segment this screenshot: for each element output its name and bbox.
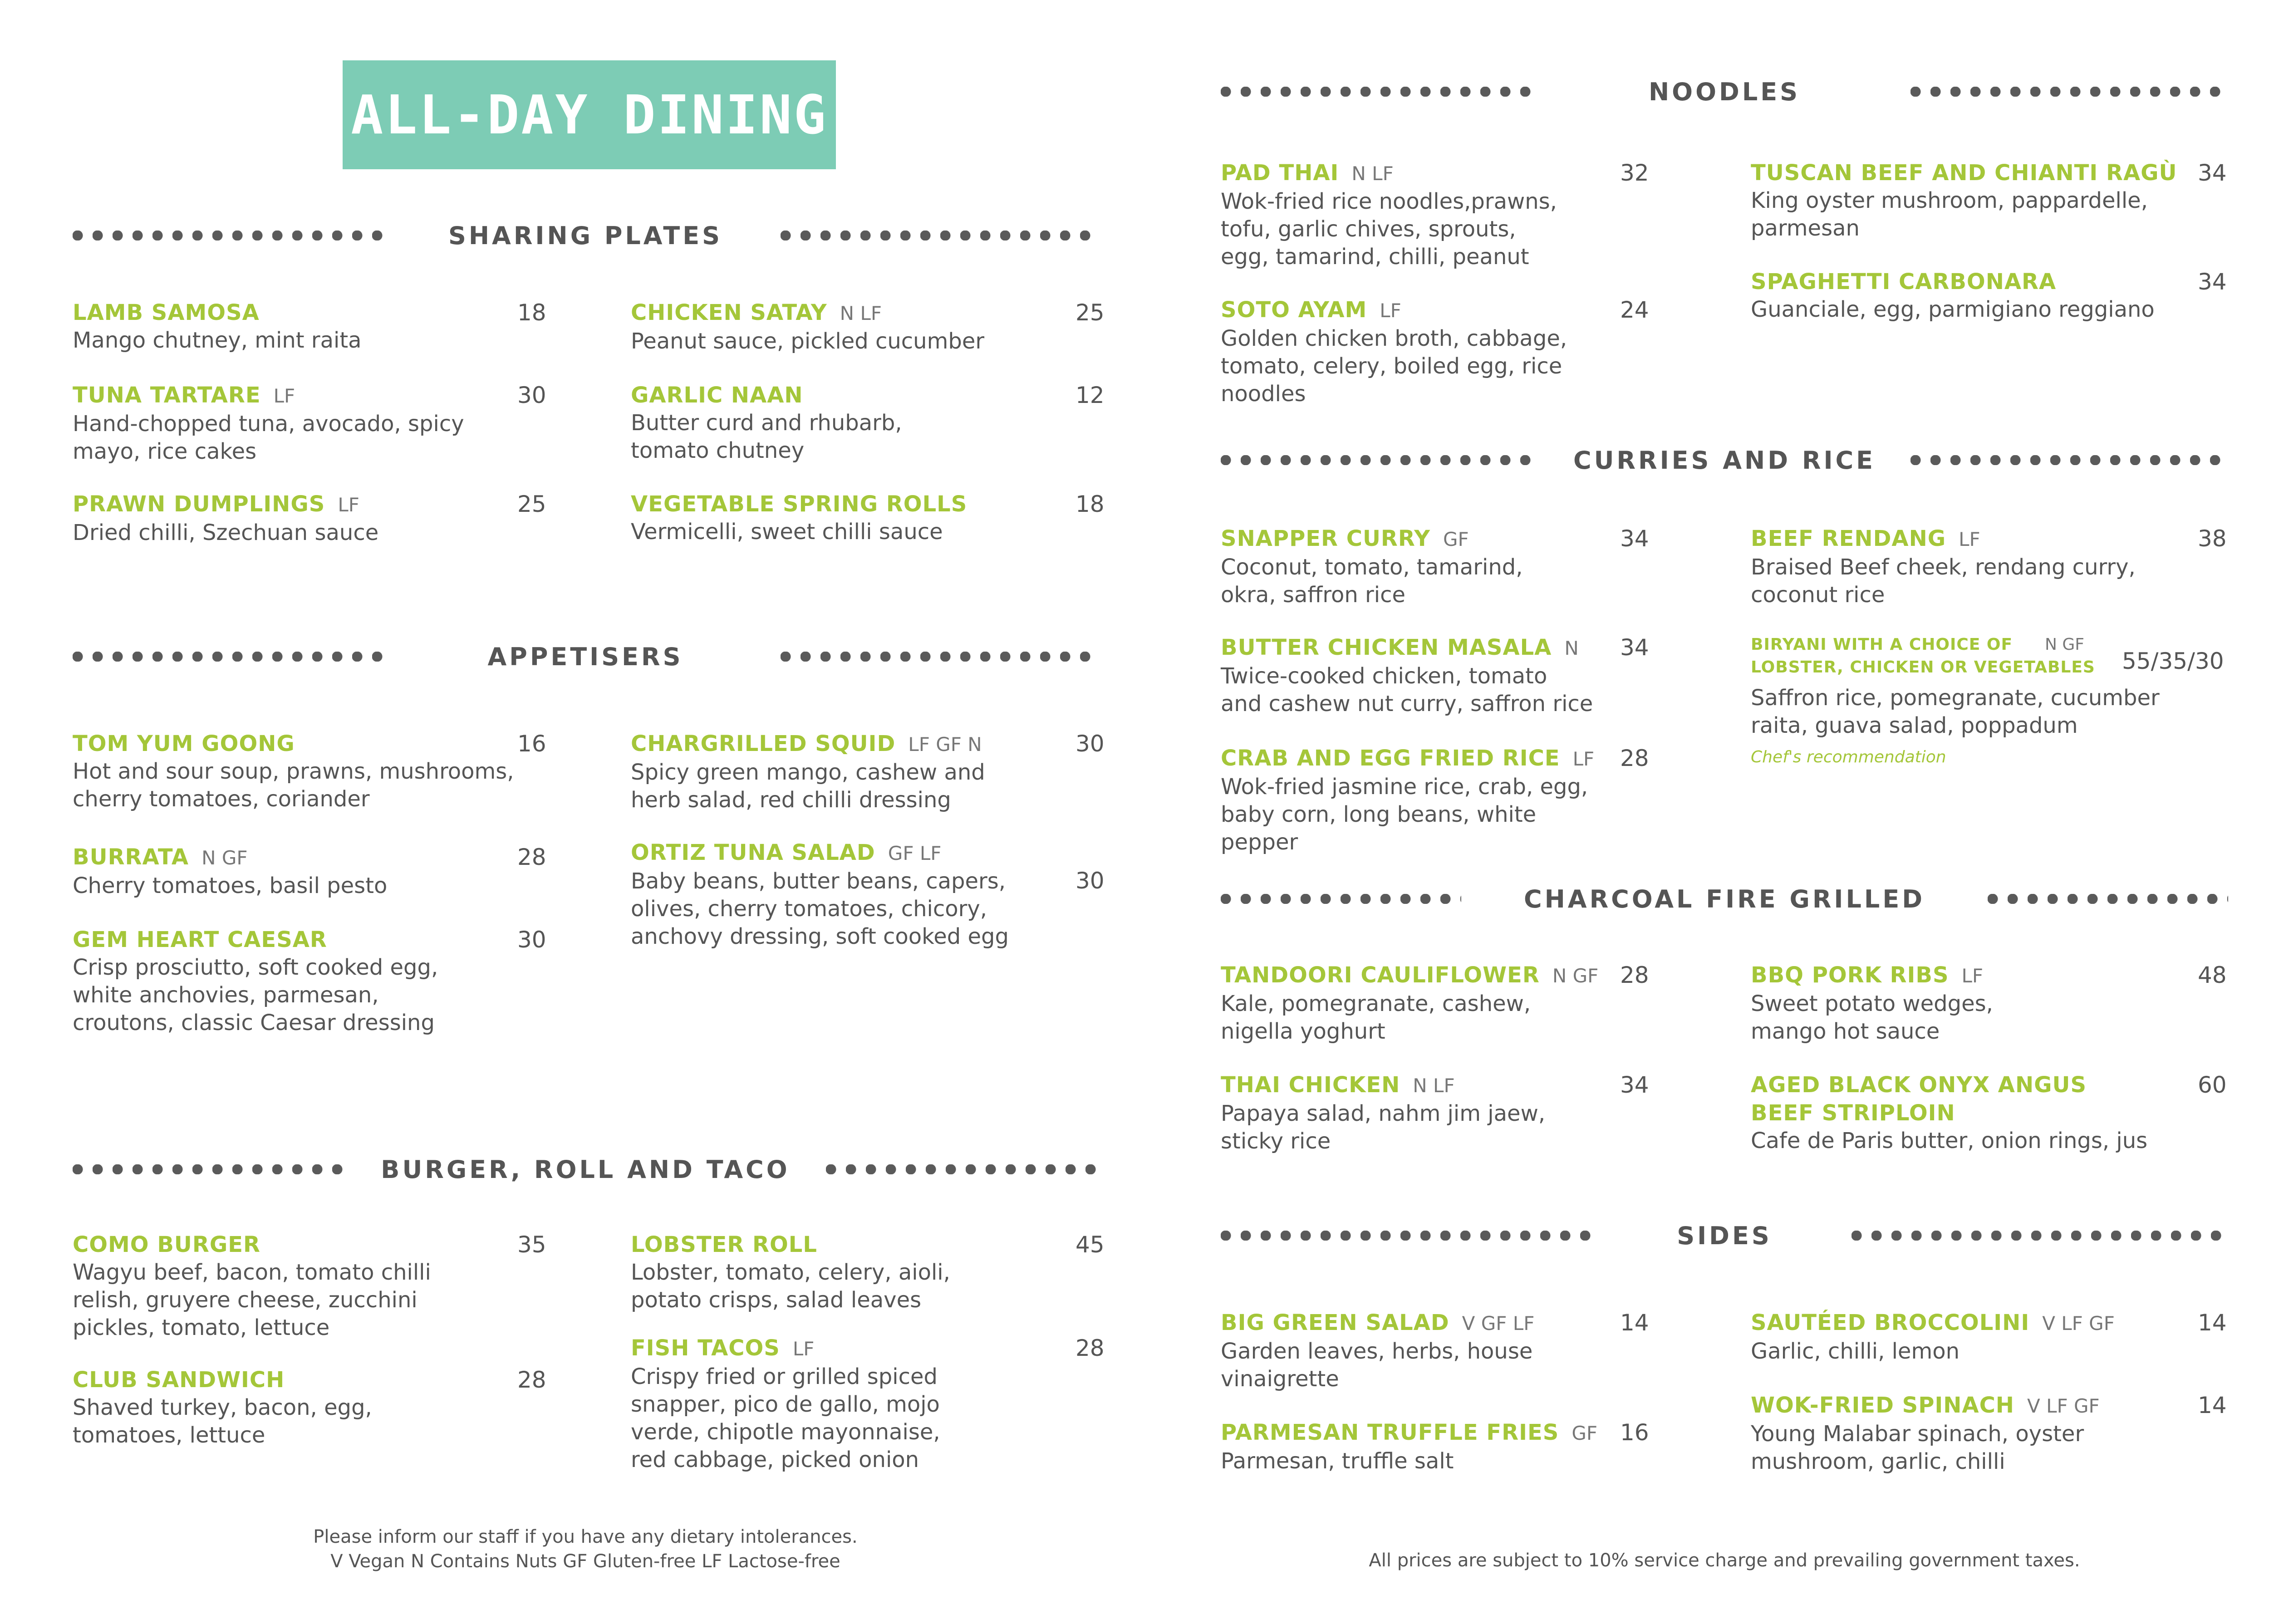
- item-name: GEM HEART CAESAR: [73, 927, 327, 952]
- item-tags: LF: [273, 385, 295, 407]
- item-price: 30: [517, 927, 546, 953]
- item-price: 45: [1076, 1231, 1105, 1258]
- section-header-charcoal: [1221, 881, 2228, 917]
- item-price: 16: [517, 731, 546, 757]
- menu-item: [73, 299, 545, 354]
- menu-item: [1221, 159, 1693, 271]
- section-header-burger: [73, 1152, 1098, 1188]
- item-price: 16: [1620, 1419, 1649, 1446]
- item-price: 18: [1076, 491, 1105, 517]
- section-title: NOODLES: [1648, 78, 1801, 106]
- item-description: Wagyu beef, bacon, tomato chilli relish, gruyere cheese, zucchini pickles, tomato, lettuce: [73, 1260, 431, 1340]
- menu-item: [1221, 1309, 1693, 1393]
- section-title: BURGER, ROLL AND TACO: [381, 1155, 790, 1184]
- section-title: CURRIES AND RICE: [1573, 446, 1876, 475]
- item-description: Young Malabar spinach, oyster mushroom, garlic, chilli: [1751, 1421, 2084, 1474]
- item-description: Butter curd and rhubarb, tomato chutney: [631, 410, 902, 463]
- item-description: Baby beans, butter beans, capers, olives, cherry tomatoes, chicory, anchovy dressing, soft cooked egg: [631, 868, 1009, 949]
- item-price: 30: [1076, 731, 1105, 757]
- section-header-appetisers: [73, 639, 1098, 675]
- item-price: 24: [1620, 297, 1649, 323]
- item-name: PARMESAN TRUFFLE FRIES: [1221, 1420, 1559, 1445]
- item-name: BBQ PORK RIBS: [1751, 962, 1949, 988]
- menu-item: [1221, 961, 1693, 1045]
- menu-item: [1221, 1418, 1693, 1475]
- item-name: BEEF STRIPLOIN: [1751, 1100, 1955, 1126]
- menu-item: [1221, 525, 1693, 609]
- section-header-sharing: [73, 218, 1098, 254]
- item-tags: LF: [1961, 965, 1984, 987]
- item-name: BUTTER CHICKEN MASALA: [1221, 635, 1552, 660]
- item-description: Parmesan, truffle salt: [1221, 1448, 1454, 1474]
- service-charge-footer: [1221, 1548, 2228, 1573]
- item-name: VEGETABLE SPRING ROLLS: [631, 491, 968, 517]
- item-tags: N GF: [2045, 635, 2084, 654]
- item-price: 60: [2198, 1072, 2227, 1098]
- item-price: 28: [517, 1367, 546, 1393]
- menu-item: [1751, 961, 2227, 1045]
- item-description: Cherry tomatoes, basil pesto: [73, 873, 388, 898]
- item-tags: LF: [792, 1338, 815, 1360]
- menu-item: [631, 381, 1103, 465]
- menu-item: [73, 490, 545, 547]
- item-tags: LF: [338, 494, 359, 516]
- item-price: 25: [1076, 299, 1105, 326]
- item-tags: GF LF: [888, 842, 942, 864]
- item-description: Peanut sauce, pickled cucumber: [631, 329, 985, 354]
- item-description: Spicy green mango, cashew and herb salad, red chilli dressing: [631, 760, 985, 813]
- item-name: BIG GREEN SALAD: [1221, 1310, 1449, 1335]
- menu-item: [73, 730, 545, 813]
- item-description: Sweet potato wedges, mango hot sauce: [1751, 991, 1993, 1044]
- item-price: 55/35/30: [2122, 648, 2224, 674]
- item-description: Dried chilli, Szechuan sauce: [73, 520, 379, 545]
- item-name: COMO BURGER: [73, 1232, 260, 1257]
- menu-item: [1751, 268, 2227, 324]
- item-description: Twice-cooked chicken, tomato and cashew nut curry, saffron rice: [1221, 663, 1593, 716]
- item-price: 30: [517, 382, 546, 408]
- item-description: Crisp prosciutto, soft cooked egg, white anchovies, parmesan, croutons, classic Caesar dressing: [73, 955, 438, 1035]
- item-tags: LF: [1380, 299, 1401, 322]
- item-tags: N GF: [201, 847, 248, 869]
- menu-item: [1221, 1071, 1693, 1155]
- item-description: Coconut, tomato, tamarind, okra, saffron rice: [1221, 554, 1523, 608]
- menu-item: [631, 839, 1103, 951]
- item-price: 34: [1620, 634, 1649, 661]
- item-price: 34: [1620, 1072, 1649, 1098]
- section-title: SIDES: [1677, 1222, 1772, 1250]
- item-price: 30: [1076, 868, 1105, 894]
- item-price: 38: [2198, 525, 2227, 552]
- item-description: Vermicelli, sweet chilli sauce: [631, 519, 943, 545]
- item-tags: N: [1564, 637, 1579, 659]
- item-price: 12: [1076, 382, 1105, 408]
- item-name: GARLIC NAAN: [631, 383, 803, 408]
- menu-item: [631, 1231, 1103, 1314]
- menu-item: [631, 1334, 1103, 1474]
- item-tags: V LF GF: [2027, 1395, 2100, 1417]
- item-description: Papaya salad, nahm jim jaew, sticky rice: [1221, 1101, 1546, 1154]
- item-description: Garden leaves, herbs, house vinaigrette: [1221, 1339, 1533, 1392]
- item-description: Shaved turkey, bacon, egg, tomatoes, lettuce: [73, 1395, 372, 1448]
- dot-divider: [1910, 455, 2228, 465]
- dot-divider: [781, 652, 1098, 662]
- item-price: 28: [1076, 1335, 1105, 1361]
- item-name: PRAWN DUMPLINGS: [73, 491, 325, 517]
- item-name: SOTO AYAM: [1221, 297, 1367, 323]
- item-name: BURRATA: [73, 844, 189, 870]
- item-price: 14: [2198, 1310, 2227, 1336]
- menu-item: [1751, 525, 2227, 609]
- dot-divider: [1910, 87, 2228, 97]
- menu-item: [73, 926, 545, 1037]
- dot-divider: [781, 231, 1098, 240]
- item-tags: LF GF N: [908, 733, 982, 756]
- item-price: 34: [1620, 525, 1649, 552]
- dietary-footer: [73, 1525, 1098, 1574]
- menu-item: [1751, 1309, 2227, 1365]
- dot-divider: [1988, 894, 2228, 904]
- menu-item: [631, 490, 1103, 546]
- section-header-sides: [1221, 1218, 2228, 1254]
- item-price: 28: [517, 844, 546, 870]
- section-header-noodles: [1221, 74, 2228, 110]
- item-tags: N LF: [1351, 162, 1394, 185]
- menu-item: [73, 843, 545, 900]
- item-price: 25: [517, 491, 546, 517]
- menu-item: [73, 1231, 545, 1342]
- item-name: TUSCAN BEEF AND CHIANTI RAGÙ: [1751, 160, 2177, 186]
- item-tags: GF: [1443, 528, 1469, 550]
- menu-item: [1221, 296, 1693, 408]
- item-name: TOM YUM GOONG: [73, 731, 295, 756]
- page-title: ALL-DAY DINING: [351, 83, 828, 146]
- menu-item: [1751, 159, 2227, 242]
- item-name: CHICKEN SATAY: [631, 300, 827, 325]
- item-description: Cafe de Paris butter, onion rings, jus: [1751, 1128, 2148, 1153]
- item-tags: LF: [1959, 528, 1980, 550]
- item-name: LOBSTER ROLL: [631, 1232, 817, 1257]
- item-price: 34: [2198, 269, 2227, 295]
- dot-divider: [826, 1164, 1098, 1174]
- section-title: APPETISERS: [487, 643, 683, 671]
- item-price: 14: [1620, 1310, 1649, 1336]
- menu-item: [1221, 633, 1693, 718]
- item-description: Wok-fried jasmine rice, crab, egg, baby corn, long beans, white pepper: [1221, 774, 1588, 855]
- item-name: TANDOORI CAULIFLOWER: [1221, 962, 1540, 988]
- item-price: 34: [2198, 160, 2227, 186]
- item-price: 18: [517, 299, 546, 326]
- item-name: THAI CHICKEN: [1221, 1072, 1400, 1098]
- item-price: 48: [2198, 962, 2227, 988]
- item-description: Hand-chopped tuna, avocado, spicy mayo, rice cakes: [73, 411, 464, 464]
- service-charge-note: All prices are subject to 10% service charge and prevailing government taxes.: [1369, 1550, 2080, 1571]
- menu-item: [1751, 1071, 2227, 1155]
- section-header-curries: [1221, 442, 2228, 479]
- item-description: Golden chicken broth, cabbage, tomato, celery, boiled egg, rice noodles: [1221, 326, 1567, 407]
- item-description: Crispy fried or grilled spiced snapper, pico de gallo, mojo verde, chipotle mayonnaise, red cabbage, picked onion: [631, 1364, 940, 1472]
- menu-item: [631, 299, 1103, 355]
- item-name: LAMB SAMOSA: [73, 300, 260, 325]
- item-name: ORTIZ TUNA SALAD: [631, 840, 875, 865]
- menu-item-biryani: [1751, 633, 2223, 766]
- menu-item: [73, 381, 545, 466]
- item-tags: V LF GF: [2042, 1312, 2115, 1335]
- dietary-legend: V Vegan N Contains Nuts GF Gluten-free LF Lactose-free: [330, 1551, 840, 1572]
- item-description: Garlic, chilli, lemon: [1751, 1339, 1960, 1364]
- item-description: Braised Beef cheek, rendang curry, coconut rice: [1751, 554, 2136, 608]
- section-title: SHARING PLATES: [448, 221, 723, 250]
- item-description: King oyster mushroom, pappardelle, parmesan: [1751, 188, 2148, 241]
- item-description: Wok-fried rice noodles,prawns, tofu, garlic chives, sprouts, egg, tamarind, chilli, peanut: [1221, 189, 1557, 270]
- chef-recommendation: Chef's recommendation: [1751, 748, 1946, 766]
- menu-item: [1221, 744, 1693, 856]
- item-description: Hot and sour soup, prawns, mushrooms, cherry tomatoes, coriander: [73, 759, 514, 812]
- item-name: SAUTÉED BROCCOLINI: [1751, 1310, 2030, 1335]
- item-name: LOBSTER, CHICKEN OR VEGETABLES: [1751, 658, 2095, 677]
- item-price: 35: [517, 1231, 546, 1258]
- item-price: 28: [1620, 745, 1649, 771]
- item-description: Mango chutney, mint raita: [73, 328, 362, 353]
- item-name: BIRYANI WITH A CHOICE OF: [1751, 635, 2013, 654]
- item-tags: N GF: [1552, 965, 1599, 987]
- item-tags: LF: [1572, 748, 1595, 770]
- dot-divider: [1852, 1231, 2228, 1241]
- item-description: Lobster, tomato, celery, aioli, potato crisps, salad leaves: [631, 1260, 950, 1313]
- item-name: TUNA TARTARE: [73, 383, 261, 408]
- item-name: FISH TACOS: [631, 1335, 780, 1361]
- item-tags: N LF: [840, 302, 882, 324]
- item-description: Guanciale, egg, parmigiano reggiano: [1751, 297, 2155, 322]
- item-price: 28: [1620, 962, 1649, 988]
- item-name: CLUB SANDWICH: [73, 1367, 285, 1393]
- item-name: WOK-FRIED SPINACH: [1751, 1393, 2014, 1418]
- item-tags: V GF LF: [1462, 1312, 1535, 1335]
- item-name: SNAPPER CURRY: [1221, 526, 1430, 551]
- menu-item: [1751, 1391, 2227, 1476]
- item-name: CRAB AND EGG FRIED RICE: [1221, 746, 1560, 771]
- item-tags: GF: [1572, 1422, 1598, 1444]
- item-name: BEEF RENDANG: [1751, 526, 1946, 551]
- item-description: Kale, pomegranate, cashew, nigella yoghurt: [1221, 991, 1531, 1044]
- item-name: CHARGRILLED SQUID: [631, 731, 896, 756]
- item-price: 14: [2198, 1392, 2227, 1418]
- item-description: Saffron rice, pomegranate, cucumber raita, guava salad, poppadum: [1751, 685, 2160, 738]
- item-price: 32: [1620, 160, 1649, 186]
- dietary-note: Please inform our staff if you have any dietary intolerances.: [313, 1526, 858, 1547]
- item-tags: N LF: [1413, 1074, 1455, 1097]
- menu-item: [631, 730, 1103, 814]
- menu-item: [73, 1366, 545, 1449]
- title-badge: [343, 60, 836, 169]
- section-title: CHARCOAL FIRE GRILLED: [1523, 885, 1925, 913]
- item-name: AGED BLACK ONYX ANGUS: [1751, 1072, 2087, 1098]
- item-name: SPAGHETTI CARBONARA: [1751, 269, 2057, 294]
- item-name: PAD THAI: [1221, 160, 1339, 186]
